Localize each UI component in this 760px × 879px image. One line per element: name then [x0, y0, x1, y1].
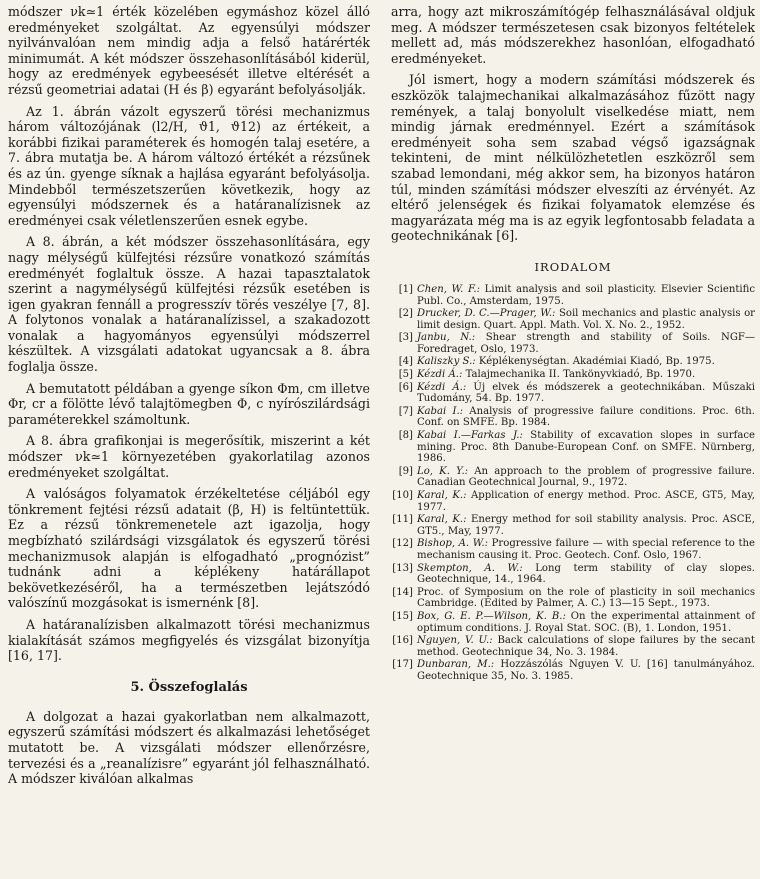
- reference-number: [17]: [392, 659, 413, 671]
- reference-author: Kabai I.:: [417, 405, 464, 417]
- reference-number: [10]: [392, 490, 413, 501]
- reference-item: [391, 611, 755, 634]
- reference-number: [13]: [392, 562, 413, 574]
- body-paragraph: A határanalízisben alkalmazott törési mechanizmus kialakítását számos megfigyelés és vizsgálat bizonyítja [16, 17].: [8, 616, 370, 664]
- reference-text: Shear strength and stability of Soils. NGF—Foredraget, Oslo, 1973.: [417, 332, 755, 355]
- body-paragraph: Az 1. ábrán vázolt egyszerű törési mechanizmus három változójának (l2/H, ϑ1, ϑ12) az értékeit, a korábbi fizikai paraméterek és homogén talaj esetére, a 7. ábra mutatja be. A három változó értékét a rézsűnek és az ún. gyenge síknak a hajlása egyaránt befolyásolja. Mindebből természetszerűen következik, hogy az egyensúlyi módszernek és a határanalízisnek az eredményei csak véletlenszerűen esnek egybe.: [8, 103, 370, 228]
- right-column: [391, 4, 755, 684]
- reference-author: Kabai I.—Farkas J.:: [417, 430, 523, 442]
- references-title: IRODALOM: [534, 259, 612, 274]
- reference-text: Progressive failure — with special reference to the mechanism causing it. Proc. Geotech. Conf. Oslo, 1967.: [417, 538, 755, 561]
- reference-number: [6]: [398, 381, 413, 393]
- reference-text: Analysis of progressive failure conditions. Proc. 6th. Conf. on SMFE. Bp. 1984.: [417, 405, 755, 429]
- reference-author: Kézdi Á.:: [417, 369, 463, 381]
- reference-text: Hozzászólás Nguyen V. U. [16] tanulmányához. Geotechnique 35, No. 3. 1985.: [417, 659, 756, 682]
- reference-author: Dunbaran, M.:: [417, 659, 495, 671]
- reference-author: Bishop, A. W.:: [417, 538, 489, 550]
- reference-author: Drucker, D. C.—Prager, W.:: [417, 308, 556, 320]
- reference-number: [4]: [398, 356, 413, 368]
- reference-text: Talajmechanika II. Tankönyvkiadó, Bp. 1970.: [462, 369, 696, 381]
- reference-author: Karal, K.:: [417, 514, 467, 526]
- reference-number: [8]: [398, 430, 413, 442]
- reference-text: Stability of excavation slopes in surface mining. Proc. 8th Danube-European Conf. on SMFE. Nürnberg, 1986.: [417, 430, 755, 465]
- reference-author: Kézdi Á.:: [417, 381, 467, 393]
- reference-text: Limit analysis and soil plasticity. Elsevier Scientific Publ. Co., Amsterdam, 1975.: [417, 283, 756, 307]
- section-title: 5. Összefoglalás: [130, 679, 248, 695]
- body-paragraph: A valóságos folyamatok érzékeltetése céljából egy tönkrement fejtési rézsű adatait (β, H) is feltüntettük. Ez a rézsű tönkremenetele azt igazolja, hogy megbízható szilárdsági vizsgálatok és egyszerű törési mechanizmusok alapján is elfogadható „prognózist” tudnánk adni a képlékeny határállapot bekövetkezéséről, ha a természetben lejátszódó valószínű mozgásokat is ismernénk [8].: [8, 486, 370, 611]
- reference-text: Új elvek és módszerek a geotechnikában. Műszaki Tudomány, 54. Bp. 1977.: [417, 381, 756, 405]
- reference-item: [391, 514, 755, 537]
- reference-item: [391, 587, 755, 610]
- reference-item: [391, 332, 755, 355]
- reference-text: Application of energy method. Proc. ASCE, GT5, May, 1977.: [417, 490, 755, 513]
- reference-item: [391, 430, 755, 465]
- left-body-text: [8, 4, 370, 664]
- summary-paragraph: A dolgozat a hazai gyakorlatban nem alkalmazott, egyszerű számítási módszert és alkalmazási lehetőséget mutatott be. A vizsgálati módszer ellenőrzésre, tervezési és a „reanalízisre” egyaránt jól felhasználható. A módszer kiválóan alkalmas: [8, 708, 370, 787]
- right-body-text: [391, 4, 755, 244]
- references-list: [391, 284, 755, 683]
- reference-number: [1]: [398, 283, 413, 295]
- reference-text: An approach to the problem of progressive failure. Canadian Geotechnical Journal, 9., 1972.: [417, 465, 755, 489]
- reference-number: [2]: [398, 308, 413, 320]
- reference-text: Képlékenységtan. Akadémiai Kiadó, Bp. 1975.: [475, 356, 715, 368]
- reference-number: [11]: [392, 514, 413, 526]
- reference-item: [391, 382, 755, 405]
- reference-author: Nguyen, V. U.:: [417, 635, 493, 647]
- reference-number: [15]: [392, 610, 413, 622]
- reference-author: Chen, W. F.:: [417, 283, 481, 295]
- reference-author: Lo, K. Y.:: [417, 465, 469, 477]
- reference-text: Energy method for soil stability analysis. Proc. ASCE, GT5., May, 1977.: [417, 514, 755, 537]
- body-paragraph: A 8. ábrán, a két módszer összehasonlítására, egy nagy mélységű külfejtési rézsűre vonatkozó számítás eredményét foglaltuk össze. A hazai tapasztalatok szerint a nagymélységű külfejtési rézsűk esetében is igen gyakran fennáll a progresszív törés veszélye [7, 8]. A folytonos vonalak a határanalízissel, a szakadozott vonalak a hagyományos egyensúlyi módszerrel készültek. A vizsgálati adatokat ugyancsak a 8. ábra foglalja össze.: [8, 234, 370, 375]
- reference-author: Karal, K.:: [417, 490, 467, 501]
- reference-author: Box, G. E. P.—Wilson, K. B.:: [417, 610, 566, 622]
- reference-text: Soil mechanics and plastic analysis or limit design. Quart. Appl. Math. Vol. X. No. 2., 1952.: [417, 308, 755, 331]
- reference-item: [391, 406, 755, 429]
- reference-number: [5]: [398, 369, 413, 381]
- reference-item: [391, 356, 755, 368]
- body-paragraph: módszer νk≃1 érték közelében egymáshoz közel álló eredményeket szolgáltat. Az egyensúlyi módszer nyilvánvalóan nem mindig adja a felső határérték minimumát. A két módszer összehasonlításából kiderül, hogy az eredmények egybeesését illetve eltérését a rézsű geometriai adatai (H és β) egyaránt befolyásolják.: [8, 4, 370, 97]
- reference-text: Back calculations of slope failures by the secant method. Geotechnique 34, No. 3. 1984.: [417, 635, 755, 658]
- reference-author: Skempton, A. W.:: [417, 562, 523, 574]
- reference-number: [9]: [398, 465, 413, 477]
- reference-item: [391, 466, 755, 489]
- reference-number: [3]: [398, 332, 413, 344]
- reference-item: [391, 538, 755, 561]
- reference-number: [12]: [392, 538, 413, 550]
- reference-number: [16]: [392, 635, 413, 647]
- reference-item: [391, 659, 755, 682]
- reference-author: Janbu, N.:: [417, 332, 476, 344]
- body-paragraph: arra, hogy azt mikroszámítógép felhasználásával oldjuk meg. A módszer természetesen csak bizonyos feltételek mellett ad, más módszerekhez hasonlóan, elfogadható eredményeket.: [391, 4, 755, 66]
- reference-author: Kaliszky S.:: [417, 356, 476, 368]
- reference-item: [391, 563, 755, 586]
- reference-item: [391, 490, 755, 513]
- reference-item: [391, 369, 755, 381]
- body-paragraph: A bemutatott példában a gyenge síkon Φm, cm illetve Φr, cr a fölötte lévő talajtömegben Φ, c nyírószilárdsági paraméterekkel számoltunk.: [8, 380, 370, 427]
- reference-number: [7]: [398, 405, 413, 417]
- reference-text: Long term stability of clay slopes. Geotechnique, 14., 1964.: [417, 562, 755, 586]
- reference-item: [391, 308, 755, 331]
- reference-item: [391, 284, 755, 307]
- reference-text: Proc. of Symposium on the role of plasticity in soil mechanics Cambridge. (Edited by Palmer, A. C.) 13—15 Sept., 1973.: [417, 586, 755, 610]
- left-column: [8, 4, 370, 793]
- reference-item: [391, 635, 755, 658]
- body-paragraph: Jól ismert, hogy a modern számítási módszerek és eszközök talajmechanikai alkalmazásához fűzött nagy remények, a talaj bonyolult viselkedése miatt, nem mindig járnak eredménnyel. Ezért a számítások eredményeit soha sem szabad végső igazságnak tekinteni, de mint nélkülözhetetlen eszközről sem szabad lemondani, még akkor sem, ha bizonyos határon túl, minden számítási módszer elveszíti az érvényét. Az eltérő jelenségek és fizikai folyamatok elemzése és magyarázata még ma is az egyik legfontosabb feladata a geotechnikának [6].: [391, 72, 755, 244]
- reference-number: [14]: [392, 586, 413, 598]
- body-paragraph: A 8. ábra grafikonjai is megerősítik, miszerint a két módszer νk≃1 környezetében gyakorlatilag azonos eredményeket szolgáltat.: [8, 433, 370, 480]
- reference-text: On the experimental attainment of optimum conditions. J. Royal Stat. SOC. (B), 1. London, 1951.: [417, 610, 755, 634]
